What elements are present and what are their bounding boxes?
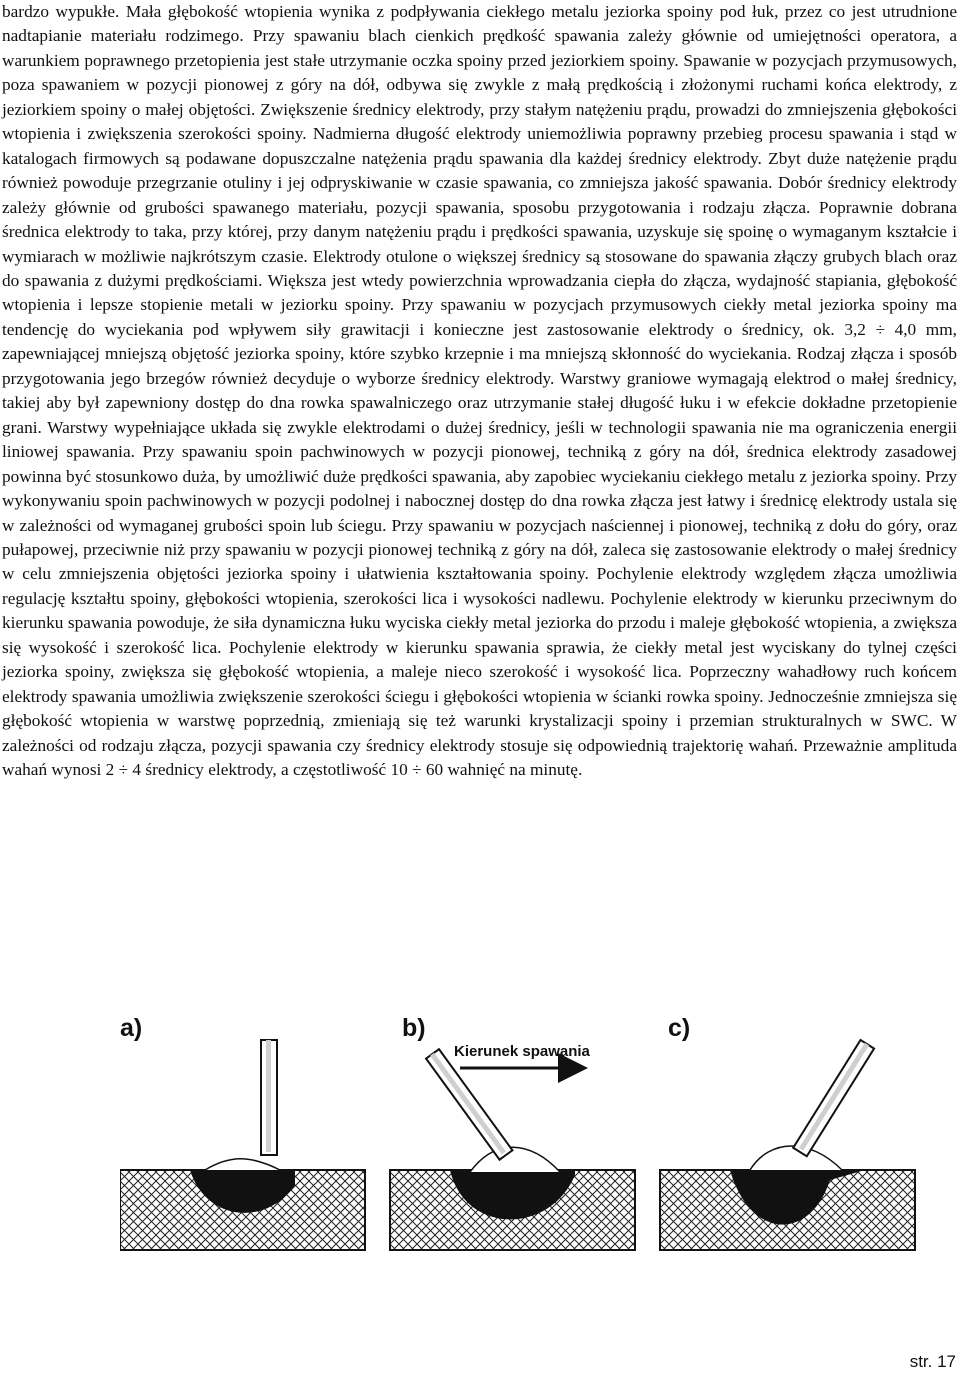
panel-c-label: c) — [668, 1014, 691, 1042]
panel-c — [660, 1014, 915, 1250]
arc-cone — [205, 1159, 280, 1170]
electrode — [793, 1040, 874, 1156]
arc-cone — [470, 1147, 560, 1172]
panel-a-label: a) — [120, 1014, 143, 1042]
panel-b-label: b) — [402, 1014, 426, 1042]
welding-direction-caption: Kierunek spawania — [454, 1043, 590, 1060]
figure-svg — [120, 1010, 960, 1270]
body-paragraph: bardzo wypukłe. Mała głębokość wtopienia wynika z podpływania ciekłego metalu jeziorka spoiny pod łuk, przez co jest utrudnione nadtapianie materiału rodzimego. Przy spawaniu blach cienkich prędkość spawania zależy głównie od umiejętności operatora, a warunkiem poprawnego przetopienia jest stałe utrzymanie oczka spoiny przed jeziorkiem spoiny. Spawanie w pozycjach przymusowych, poza spawaniem w pozycji pionowej z góry na dół, odbywa się zwykle z małą prędkością i złożonymi ruchami końca elektrody, z jeziorkiem spoiny o małej objętości. Zwiększenie średnicy elektrody, przy stałym natężeniu prądu, prowadzi do zmniejszenia głębokości wtopienia i zwiększenia szerokości spoiny. Nadmierna długość elektrody uniemożliwia poprawny przebieg procesu spawania i stąd w katalogach firmowych są podawane dopuszczalne natężenia prądu spawania dla każdej średnicy elektrody. Zbyt duże natężenie prądu również powoduje przegrzanie otuliny i jej odpryskiwanie w czasie spawania, co zmniejsza jakość spawania. Dobór średnicy elektrody zależy głównie od grubości spawanego materiału, pozycji spawania, sposobu przygotowania i rodzaju złącza. Poprawnie dobrana średnica elektrody to taka, przy której, przy danym natężeniu prądu i prędkości spawania, uzyskuje się spoinę o wymaganym kształcie i wymiarach w możliwie najkrótszym czasie. Elektrody otulone o większej średnicy są stosowane do spawania złączy grubych blach oraz do spawania z dużymi prędkościami. Większa jest wtedy powierzchnia wprowadzania ciepła do złącza, wydajność stapiania, głębokość wtopienia i lepsze stopienie metali w jeziorku spoiny. Przy spawaniu w pozycjach przymusowych ciekły metal jeziorka spoiny ma tendencję do wyciekania pod wpływem siły grawitacji i konieczne jest zastosowanie elektrody o średnicy, ok. 3,2 ÷ 4,0 mm, zapewniającej mniejszą objętość jeziorka spoiny, które szybko krzepnie i ma mniejszą skłonność do wyciekania. Rodzaj złącza i sposób przygotowania jego brzegów również decyduje o wyborze średnicy elektrody. Warstwy graniowe wymagają elektrod o małej średnicy, takiej aby był zapewniony dostęp do dna rowka spawalniczego oraz utrzymanie stałej długość łuku i w efekcie dokładne przetopienie grani. Warstwy wypełniające układa się zwykle elektrodami o dużej średnicy, jeśli w technologii spawania nie ma ograniczenia energii liniowej spawania. Przy spawaniu spoin pachwinowych w pozycji pionowej, techniką z góry na dół, średnica elektrody zasadowej powinna być stosunkowo duża, by umożliwić duże prędkości spawania, aby zapobiec wyciekaniu ciekłego metalu z jeziorka spoiny. Przy wykonywaniu spoin pachwinowych w pozycji podolnej i nabocznej dostęp do dna rowka złącza jest łatwy i średnicę elektrody ustala się w zależności od wymaganej grubości spoin lub ściegu. Przy spawaniu w pozycjach naściennej i pionowej, techniką z dołu do góry, oraz pułapowej, przeciwnie niż przy spawaniu w pozycji pionowej techniką z góry na dół, zaleca się zastosowanie elektrody o małej średnicy w celu zmniejszenia objętości jeziorka spoiny i ułatwienia kształtowania spoiny. Pochylenie elektrody względem złącza umożliwia regulację kształtu spoiny, głębokości wtopienia, szerokości lica i wysokości nadlewu. Pochylenie elektrody w kierunku przeciwnym do kierunku spawania powoduje, że siła dynamiczna łuku wyciska ciekły metal jeziorka do przodu i maleje głębokość wtopienia, a zwiększa się wysokość i szerokość lica. Pochylenie elektrody w kierunku spawania sprawia, że ciekły metal jest wyciskany do tylnej części jeziorka spoiny, zwiększa się głębokość wtopienia, a maleje nieco szerokość i wysokość lica. Poprzeczny wahadłowy ruch końcem elektrody spawania umożliwia zwiększenie szerokości ściegu i głębokości wtopienia w ścianki rowka spoiny. Jednocześnie zmniejsza się głębokość wtopienia w warstwę poprzednią, zmieniają się też warunki krystalizacji spoiny i przemian strukturalnych w SWC. W zależności od rodzaju złącza, pozycji spawania czy średnicy elektrody stosuje się odpowiednią trajektorię wahań. Przeważnie amplituda wahań wynosi 2 ÷ 4 średnicy elektrody, a częstotliwość 10 ÷ 60 wahnięć na minutę. — [2, 2, 957, 780]
electrode — [426, 1049, 512, 1160]
page-number: str. 17 — [909, 1352, 956, 1371]
welding-electrode-figure — [120, 1010, 960, 1270]
panel-a — [120, 1014, 365, 1250]
panel-b — [390, 1014, 635, 1250]
electrode-core — [266, 1040, 271, 1152]
